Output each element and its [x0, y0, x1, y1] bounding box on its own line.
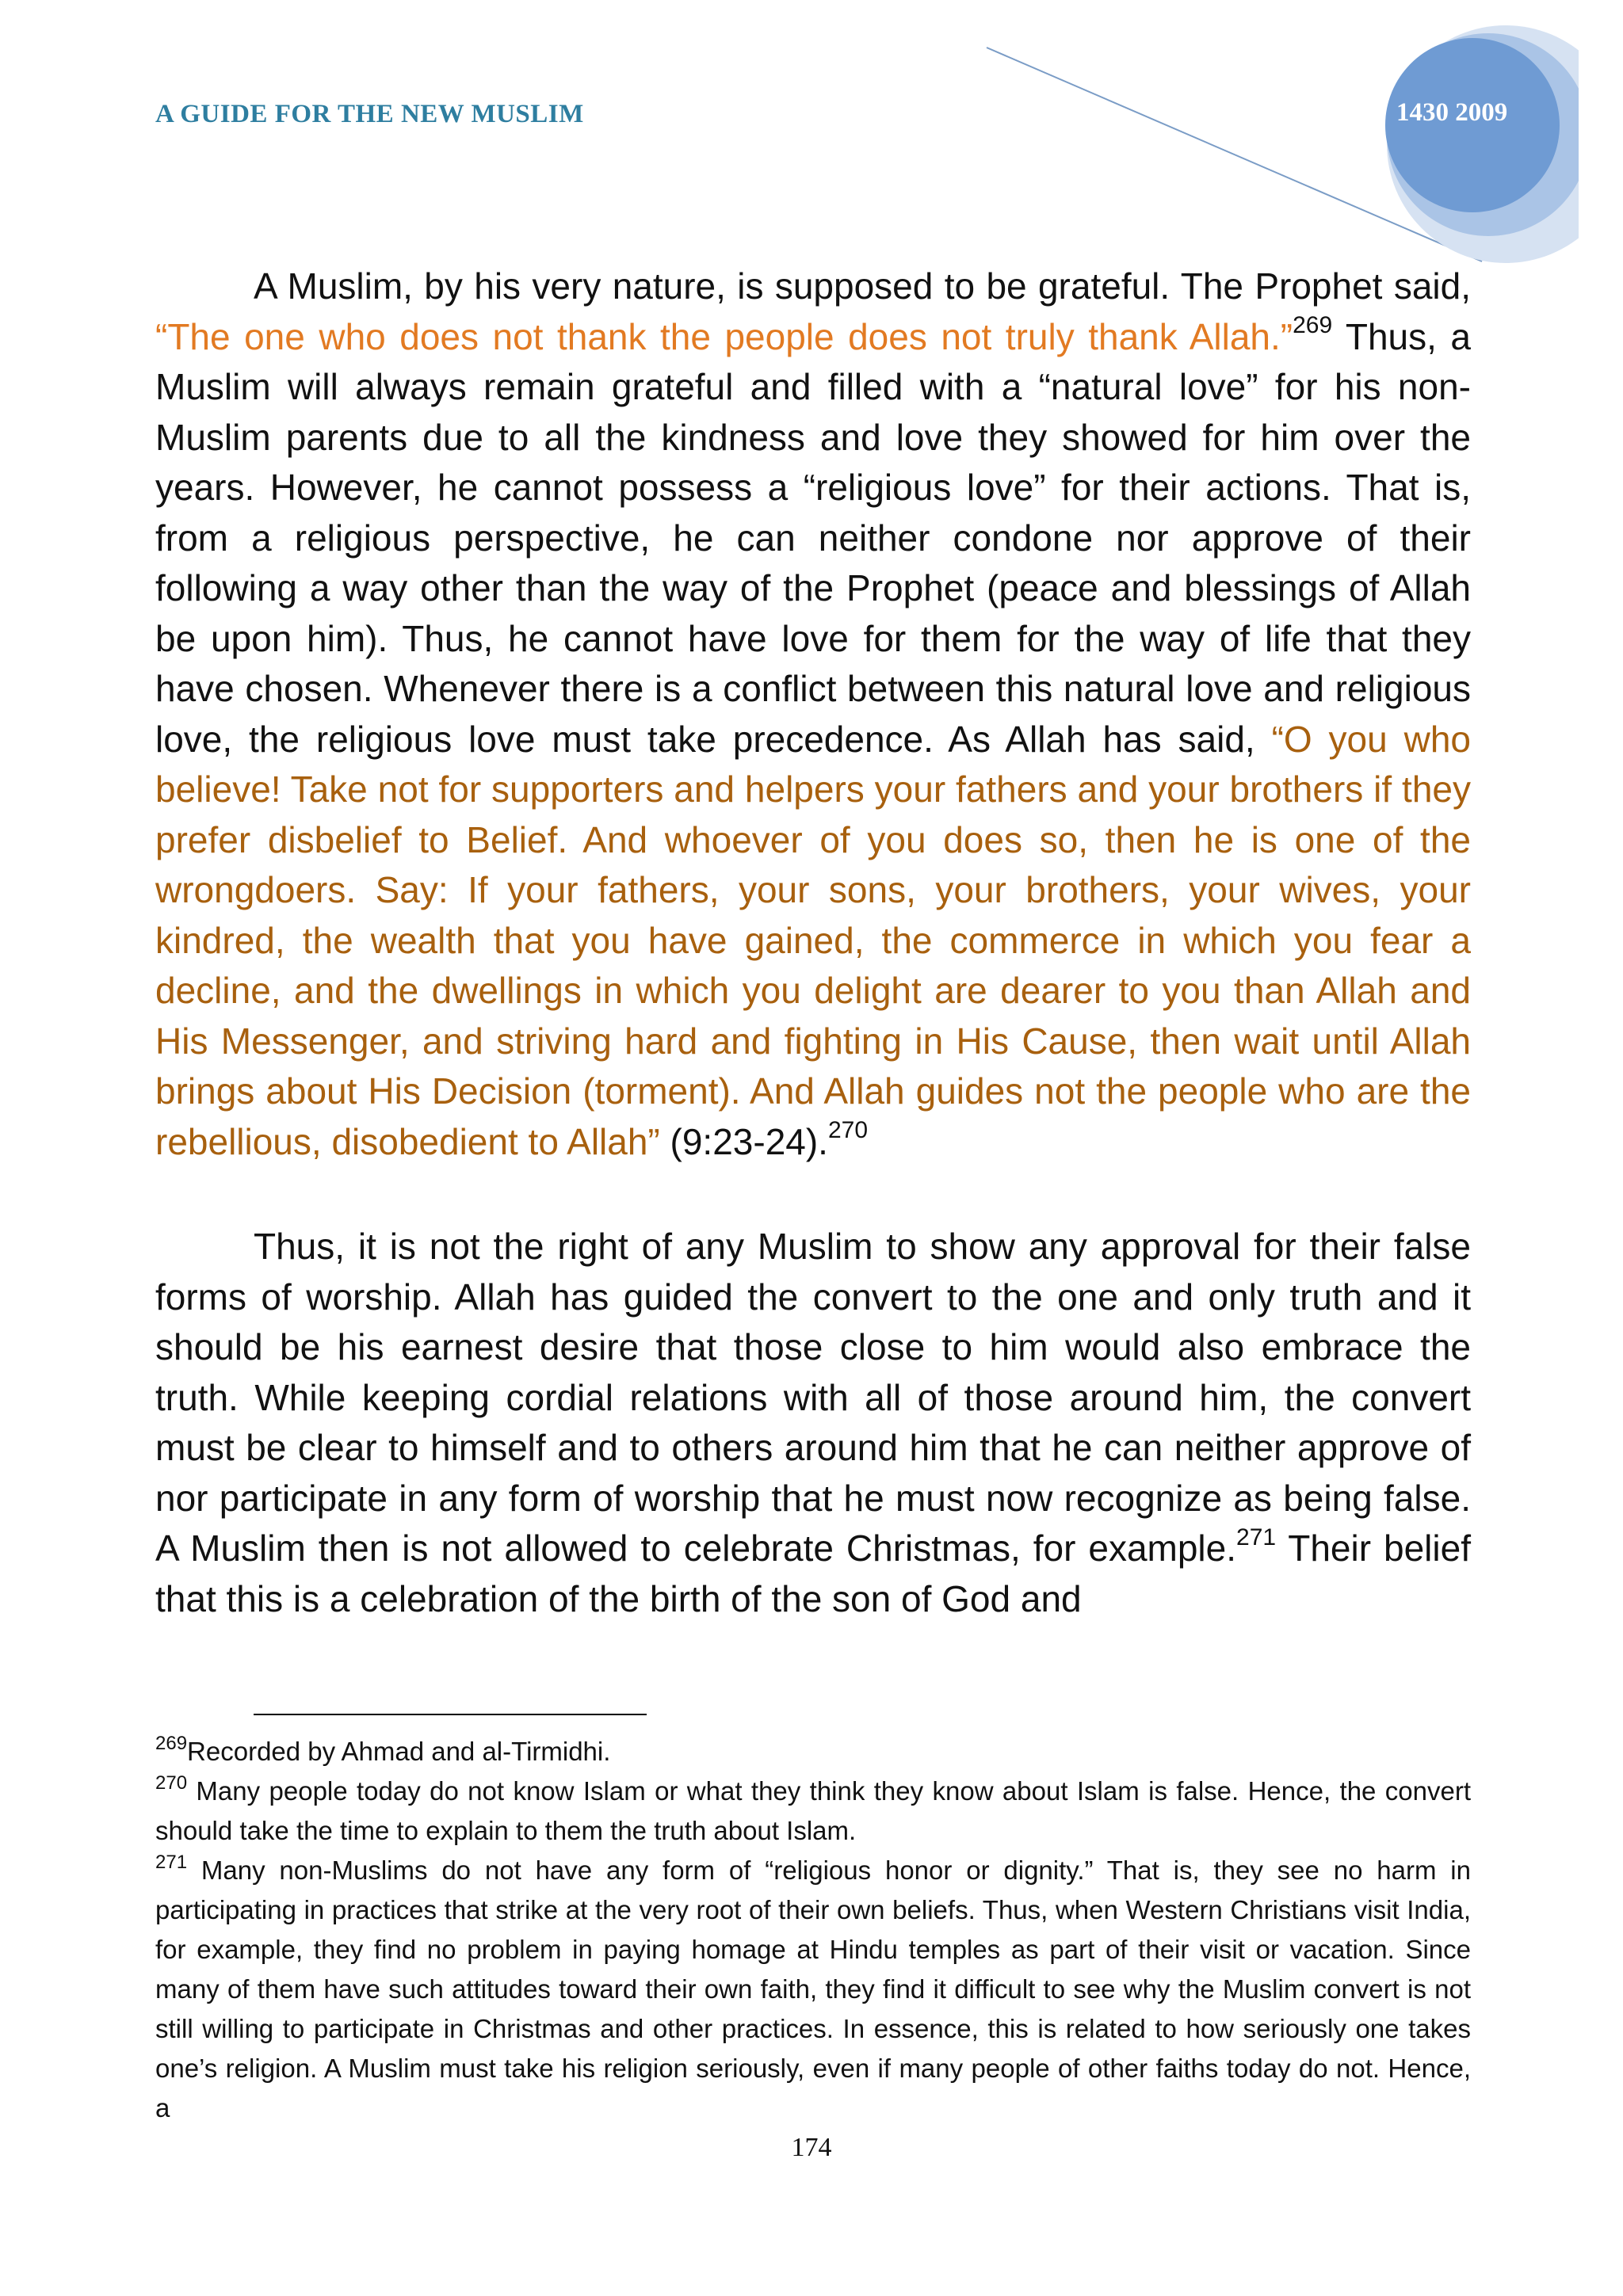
paragraph-1-intro: A Muslim, by his very nature, is supposed to be grateful. The Prophet said, — [254, 265, 1471, 307]
footnote-ref-270[interactable]: 270 — [827, 1117, 869, 1144]
footnote-271 — [155, 1851, 1471, 2128]
footnote-number: 271 — [155, 1852, 188, 1873]
header-edge-mask — [1579, 0, 1623, 285]
hadith-quote: “The one who does not thank the people does not truly thank Allah.” — [155, 315, 1293, 357]
paragraph-2-part1: Thus, it is not the right of any Muslim to show any approval for their false forms of worship. Allah has guided the convert to the one and only truth and it should be his earnest desire that those close to him would also embrace the truth. While keeping cordial relations with all of those around him, the convert must be clear to himself and to others around him that he can neither approve of nor participate in any form of worship that he must now recognize as being false. A Muslim then is not allowed to celebrate Christmas, for example. — [155, 1226, 1471, 1569]
paragraph-1-middle: Thus, a Muslim will always remain grateful and filled with a “natural love” for his non-Muslim parents due to all the kindness and love they showed for him over the years. However, he cannot possess a “religious love” for their actions. That is, from a religious perspective, he can neither condone nor approve of their following a way other than the way of the Prophet (peace and blessings of Allah be upon him). Thus, he cannot have love for them for the way of life that they have chosen. Whenever there is a conflict between this natural love and religious love, the religious love must take precedence. As Allah has said, — [155, 315, 1471, 760]
paragraph-2-part2: Their belief that this is a celebration of the birth of the son of God and — [155, 1527, 1471, 1619]
footnotes — [155, 1732, 1471, 2128]
footnote-separator — [254, 1714, 647, 1715]
footnote-number: 270 — [155, 1772, 188, 1794]
header-decoration — [0, 0, 1623, 285]
footnote-270 — [155, 1772, 1471, 1851]
footnote-269 — [155, 1732, 1471, 1772]
quran-quote: “O you who believe! Take not for supporters and helpers your fathers and your brothers if they prefer disbelief to Belief. And whoever of you does so, then he is one of the wrongdoers. Say: If your fathers, your sons, your brothers, your wives, your kindred, the wealth that you have gained, the commerce in which you fear a decline, and the dwellings in which you delight are dearer to you than Allah and His Messenger, and striving hard and fighting in His Cause, then wait until Allah brings about His Decision (torment). And Allah guides not the people who are the rebellious, disobedient to Allah” — [155, 718, 1471, 1162]
running-header-title: A GUIDE FOR THE NEW MUSLIM — [155, 100, 584, 128]
page-number: 174 — [791, 2133, 832, 2162]
footnote-ref-271[interactable]: 271 — [1236, 1524, 1277, 1550]
paragraph-2 — [155, 1222, 1471, 1624]
running-header-year: 1430 2009 — [1396, 98, 1508, 127]
footnote-text: Many non-Muslims do not have any form of “religious honor or dignity.” That is, they see no harm in participating in practices that strike at the very root of their own beliefs. Thus, when Western Christians visit India, for example, they find no problem in paying homage at Hindu temples as part of their visit or vacation. Since many of them have such attitudes toward their own faith, they find it difficult to see why the Muslim convert is not still willing to participate in Christmas and other practices. In essence, this is related to how seriously one takes one’s religion. A Muslim must take his religion seriously, even if many people of other faiths today do not. Hence, a — [155, 1855, 1471, 2122]
footnote-text: Many people today do not know Islam or what they think they know about Islam is false. Hence, the convert should take the time to explain to them the truth about Islam. — [155, 1776, 1471, 1845]
footnote-ref-269[interactable]: 269 — [1293, 312, 1333, 339]
paragraph-1 — [155, 261, 1471, 1167]
footnote-text: Recorded by Ahmad and al-Tirmidhi. — [187, 1737, 611, 1766]
quran-citation: (9:23-24). — [659, 1120, 828, 1162]
footnote-number: 269 — [155, 1733, 188, 1754]
